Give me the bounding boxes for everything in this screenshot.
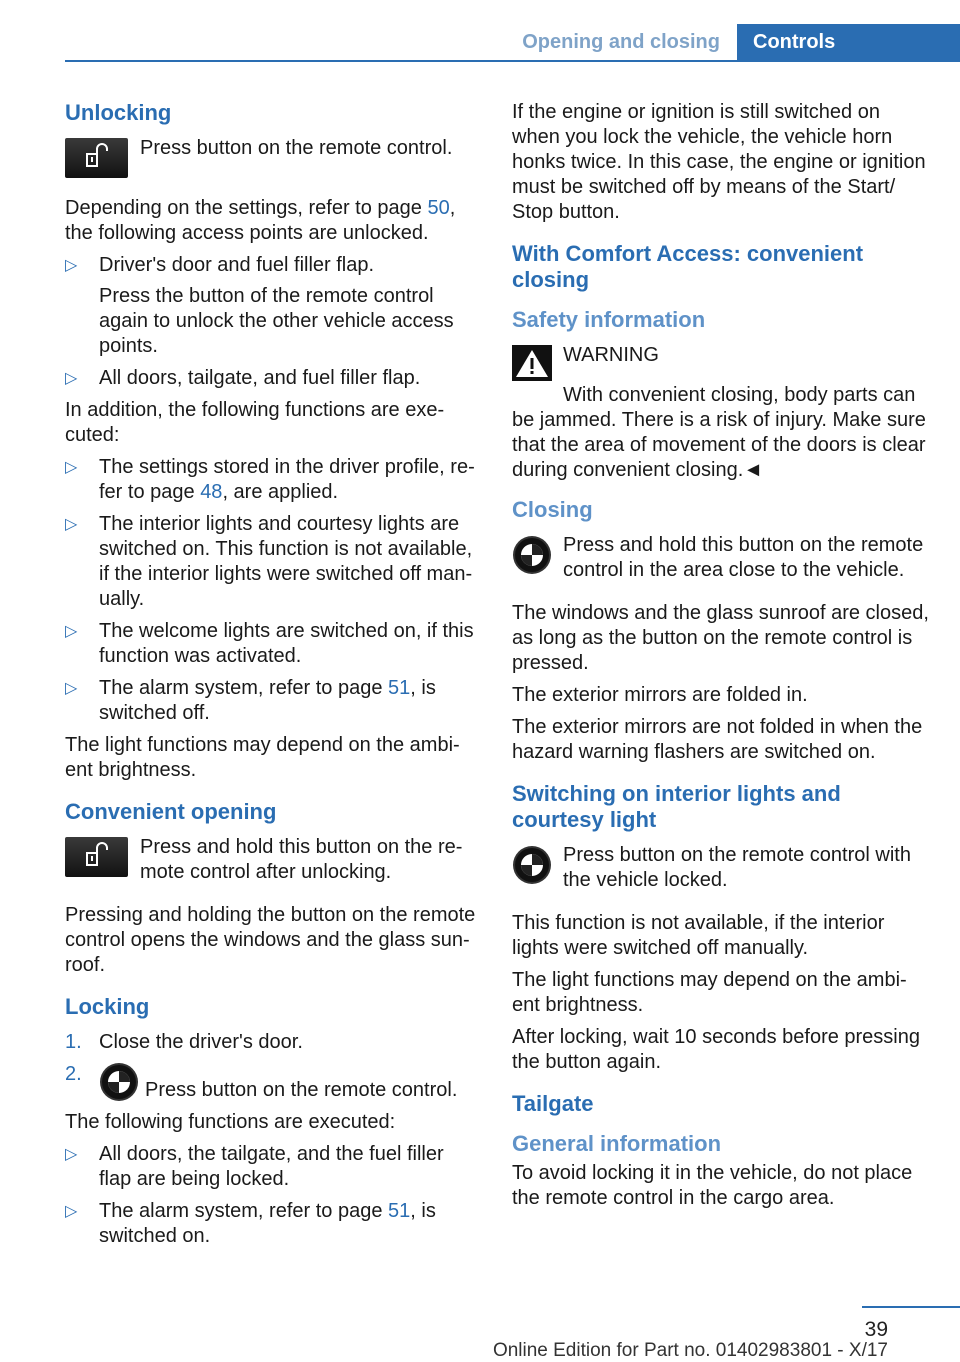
interior-paragraph-2: The light functions may depend on the ambi‐ ent brightness. [512,969,907,1016]
closing-paragraph-2: The exterior mirrors are folded in. [512,684,808,706]
locking-function-list [65,1142,480,1249]
unlock-function-list [65,455,480,726]
closing-paragraph-3: The exterior mirrors are not folded in when the hazard warning flashers are switched on. [512,716,923,763]
right-column [512,100,932,1218]
list-item: 2. Press button on the remote control. [65,1063,458,1101]
page-number: 39 [864,1318,888,1341]
closing-instruction [512,533,932,583]
convenient-icon-text: Press and hold this button on the re‐ mote control after unlocking. [140,836,463,883]
unlock-button-icon [65,837,128,877]
horn-paragraph: If the engine or ignition is still switched on when you lock the vehicle, the vehicle horn honks twice. In this case, the engine or ignition must be switched off by means of the Start/ Stop button. [512,101,926,223]
page-link-50[interactable]: 50 [427,197,450,219]
bmw-logo-icon [99,1062,139,1102]
list-item: 1. Close the driver's door. [65,1031,303,1053]
unlock-paragraph-3: The light functions may depend on the ambi‐ ent brightness. [65,734,460,781]
interior-paragraph-3: After locking, wait 10 seconds before pressing the button again. [512,1026,920,1073]
heading-convenient-opening: Convenient opening [65,799,277,824]
interior-paragraph-1: This function is not available, if the interior lights were switched off manually. [512,912,885,959]
unlock-instruction [65,136,480,178]
list-item: ▷ The alarm system, refer to page 51, is switched on. [65,1200,436,1247]
triangle-bullet-icon: ▷ [65,370,78,387]
heading-general-information: General information [512,1131,722,1156]
heading-unlocking: Unlocking [65,100,172,125]
heading-interior-lights: Switching on interior lights and courtesy light [512,781,841,832]
header-tab-controls[interactable]: Controls [737,24,960,61]
triangle-bullet-icon: ▷ [65,623,78,640]
convenient-instruction [65,835,480,885]
bmw-logo-icon [512,535,552,575]
list-item: ▷ All doors, the tailgate, and the fuel filler flap are being locked. [65,1143,444,1190]
convenient-paragraph: Pressing and holding the button on the remote control opens the windows and the glass sun‐ roof. [65,904,476,976]
unlock-button-icon [65,138,128,178]
footer-rule [862,1306,960,1308]
unlock-access-list [65,253,480,391]
page-link-48[interactable]: 48 [200,481,223,503]
heading-comfort-access: With Comfort Access: convenient closing [512,241,864,292]
edition-label: Online Edition for Part no. 01402983801 - X/17 [492,1340,888,1361]
closing-paragraph-1: The windows and the glass sunroof are closed, as long as the button on the remote control is pressed. [512,602,929,674]
warning-label: WARNING [563,344,659,366]
list-item: ▷ The alarm system, refer to page 51, is switched off. [65,677,436,724]
triangle-bullet-icon: ▷ [65,680,78,697]
bmw-logo-icon [512,845,552,885]
list-item: ▷ The settings stored in the driver profile, re‐ fer to page 48, are applied. [65,456,475,503]
heading-safety-information: Safety information [512,307,706,332]
closing-icon-text: Press and hold this button on the remote control in the area close to the vehicle. [563,534,924,581]
header-rule [65,60,960,62]
interior-instruction [512,843,932,893]
left-column [65,100,480,1256]
triangle-bullet-icon: ▷ [65,459,78,476]
unlock-paragraph-2: In addition, the following functions are exe‐ cuted: [65,399,445,446]
general-paragraph: To avoid locking it in the vehicle, do not place the remote control in the cargo area. [512,1162,913,1209]
triangle-bullet-icon: ▷ [65,1203,78,1220]
unlock-icon-text: Press button on the remote control. [140,137,453,159]
list-item: ▷ All doors, tailgate, and fuel filler flap. [65,367,421,389]
triangle-bullet-icon: ▷ [65,1146,78,1163]
heading-closing: Closing [512,497,593,522]
locking-paragraph: The following functions are executed: [65,1111,396,1133]
list-item: ▷ The interior lights and courtesy lights are switched on. This function is not available, if the interior lights were switched off man‐ ually. [65,513,473,610]
interior-icon-text: Press button on the remote control with the vehicle locked. [563,844,911,891]
triangle-bullet-icon: ▷ [65,516,78,533]
heading-locking: Locking [65,994,150,1019]
page-link-51[interactable]: 51 [388,677,411,699]
list-item: ▷ The welcome lights are switched on, if this function was activated. [65,620,474,667]
page-link-51[interactable]: 51 [388,1200,411,1222]
heading-tailgate: Tailgate [512,1091,594,1116]
triangle-bullet-icon: ▷ [65,257,78,274]
page-header [0,0,960,62]
unlock-paragraph-1: Depending on the settings, refer to page 50, the following access points are unlocked. [65,197,456,244]
warning-icon [512,345,552,381]
header-section-label[interactable]: Opening and closing [522,31,720,53]
locking-steps [65,1030,480,1103]
list-item: ▷ Driver's door and fuel filler flap. Press the button of the remote control again to unlock the other vehicle access points. [65,254,454,357]
warning-text: With convenient closing, body parts can be jammed. There is a risk of injury. Make sure that the area of movement of the doors is clear during convenient closing.◄ [512,384,926,481]
warning-block [512,343,932,381]
